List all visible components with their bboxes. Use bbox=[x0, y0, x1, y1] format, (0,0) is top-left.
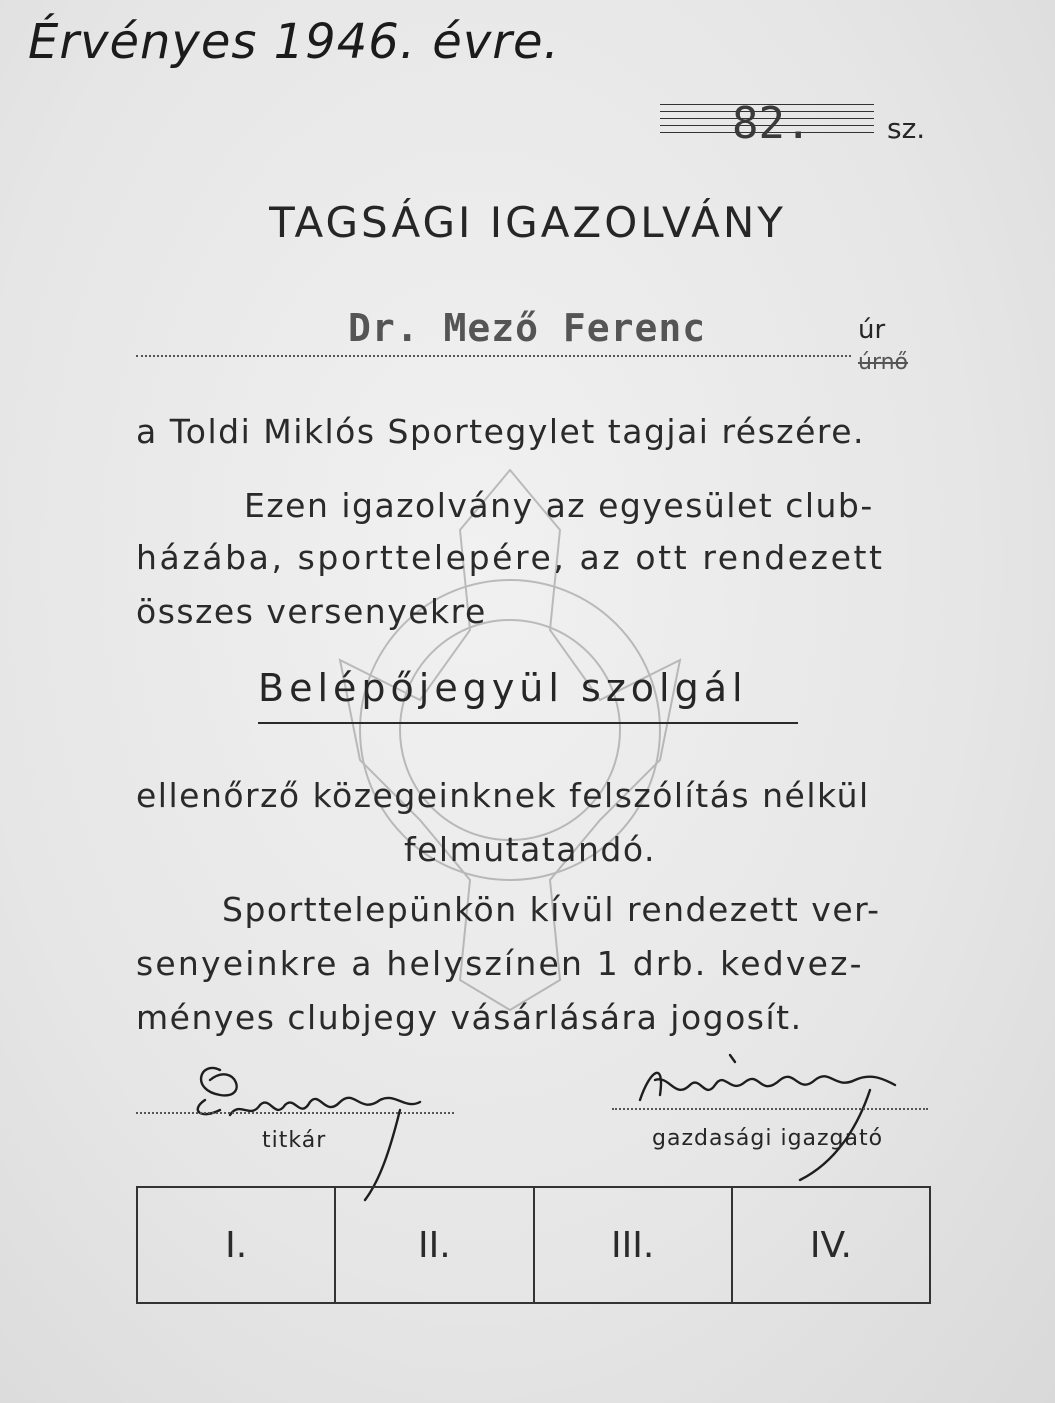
para3-line1: Sporttelepünkön kívül rendezett ver- bbox=[222, 890, 881, 929]
name-dotted-line bbox=[136, 355, 851, 357]
salutation-ur: úr bbox=[858, 315, 886, 345]
director-label: gazdasági igazgató bbox=[652, 1126, 884, 1151]
director-signature-line bbox=[612, 1108, 928, 1110]
director-signature bbox=[620, 1040, 910, 1190]
highlight-underline bbox=[258, 722, 798, 724]
para2-line2: felmutatandó. bbox=[404, 830, 656, 869]
salutation-urno-struck: úrnő bbox=[858, 350, 909, 375]
member-name: Dr. Mező Ferenc bbox=[348, 306, 707, 350]
secretary-signature bbox=[180, 1040, 440, 1210]
serial-suffix: sz. bbox=[887, 112, 926, 145]
quarter-cell: II. bbox=[334, 1188, 532, 1302]
quarter-cell: III. bbox=[533, 1188, 731, 1302]
para3-line3: ményes clubjegy vásárlására jogosít. bbox=[136, 998, 803, 1037]
para2-line1: ellenőrző közegeinknek felszólítás nélkül bbox=[136, 776, 870, 815]
secretary-label: titkár bbox=[262, 1128, 327, 1153]
quarter-validation-table bbox=[136, 1186, 931, 1304]
secretary-signature-line bbox=[136, 1112, 454, 1114]
serial-number: 82. bbox=[732, 98, 812, 149]
document-title: TAGSÁGI IGAZOLVÁNY bbox=[269, 198, 786, 247]
para1-line2: házába, sporttelepére, az ott rendezett bbox=[136, 538, 885, 577]
para1-line3: összes versenyekre bbox=[136, 592, 487, 631]
quarter-cell: I. bbox=[136, 1188, 334, 1302]
admission-highlight: Belépőjegyül szolgál bbox=[258, 666, 748, 710]
club-line: a Toldi Miklós Sportegylet tagjai részére. bbox=[136, 412, 866, 451]
quarter-cell: IV. bbox=[731, 1188, 931, 1302]
para3-line2: senyeinkre a helyszínen 1 drb. kedvez- bbox=[136, 944, 864, 983]
para1-line1: Ezen igazolvány az egyesület club- bbox=[244, 486, 874, 525]
validity-note: Érvényes 1946. évre. bbox=[28, 14, 560, 70]
